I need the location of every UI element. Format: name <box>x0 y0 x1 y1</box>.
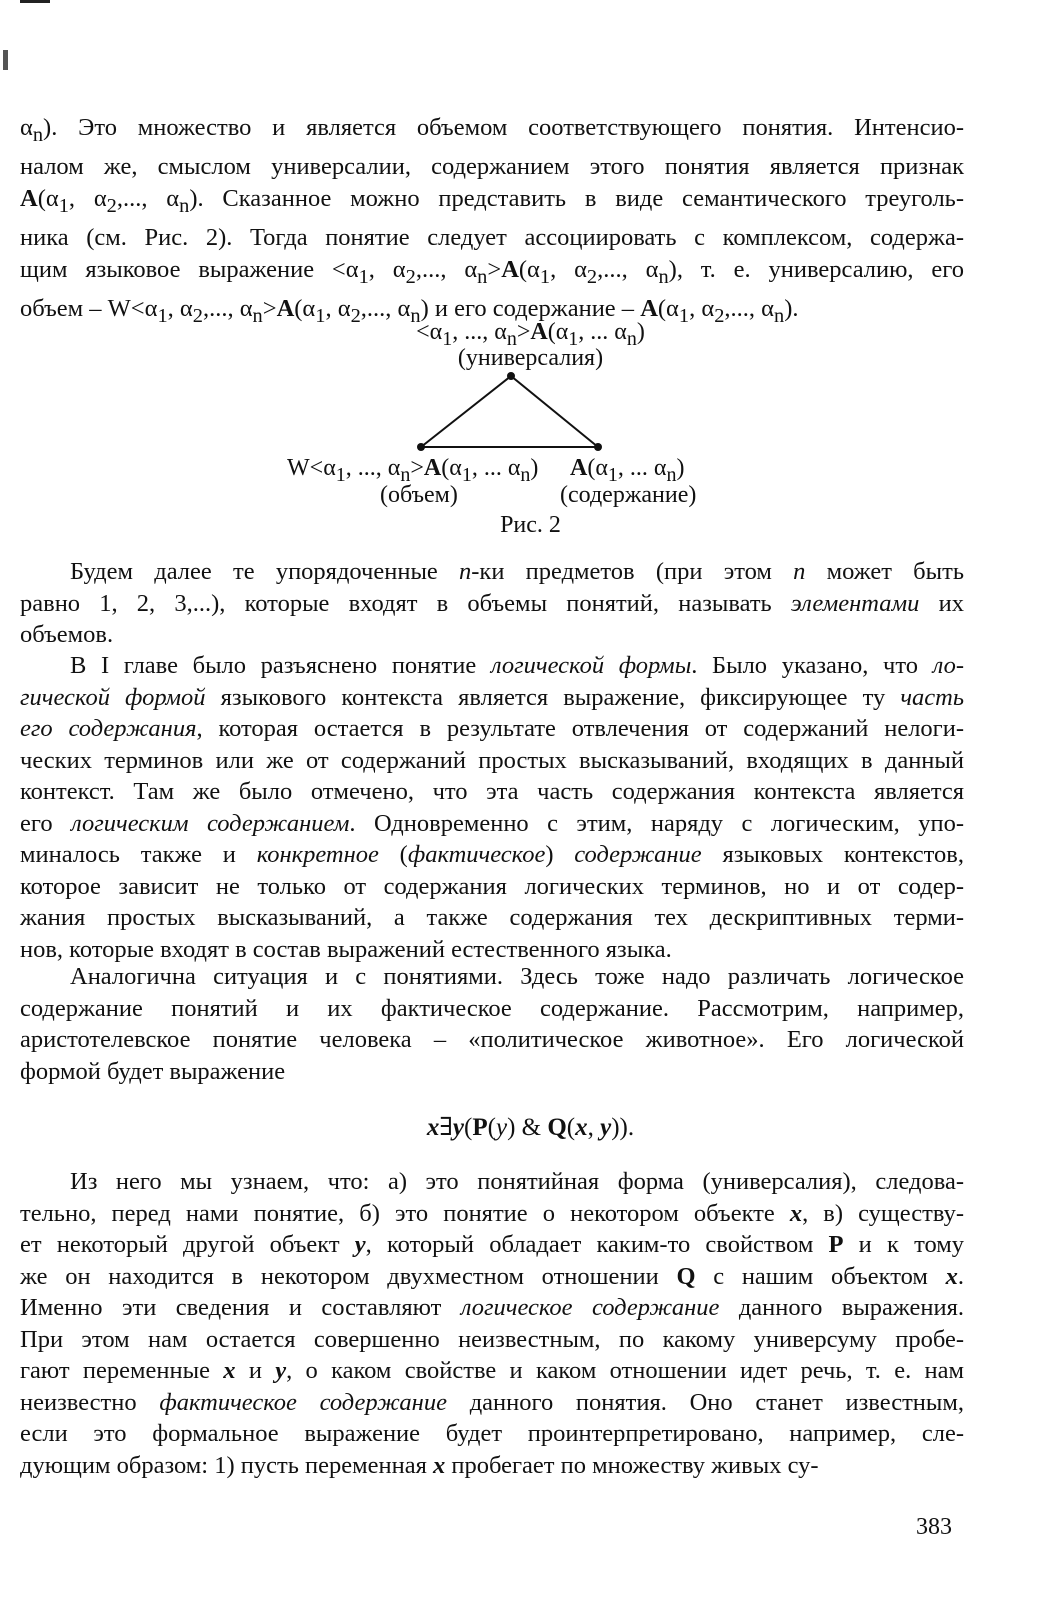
text-line: ника (см. Рис. 2). Тогда понятие следует ассоциировать с комплексом, содержа- <box>20 224 964 252</box>
triangle-vertex-top <box>507 372 515 380</box>
text-line: неизвестно фактическое содержание данного понятия. Оно станет известным, <box>20 1388 964 1416</box>
text-line: гают переменные x и y, о каком свойстве и каком отношении идет речь, т. е. нам <box>20 1357 964 1384</box>
text-line: В I главе было разъяснено понятие логической формы. Было указано, что ло- <box>70 652 965 679</box>
text-line: которое зависит не только от содержания логических терминов, но и от содер- <box>20 872 964 900</box>
text-line: Из него мы узнаем, что: а) это понятийная форма (универсалия), следова- <box>70 1168 964 1195</box>
figure-left-formula: $W<\alpha_1$, ..., $\alpha_n>A(\alpha_1$, ... $\alpha_n$) <box>287 455 539 486</box>
text-line: миналось также и конкретное (фактическое) содержание языковых контекстов, <box>20 841 964 868</box>
text-line: гической формой языкового контекста является выражение, фиксирующее ту часть <box>20 683 965 711</box>
triangle-vertex-right <box>594 443 602 451</box>
figure-left-label: (объем) <box>380 482 458 508</box>
figure-right-formula: $A(\alpha_1$, ... $\alpha_n$) <box>570 455 685 486</box>
text-line: равно 1, 2, 3,...), которые входят в объемы понятий, называть элементами их <box>20 589 964 617</box>
paragraph-3 <box>20 650 964 965</box>
text-line: дующим образом: 1) пусть переменная x пробегает по множеству живых су- <box>20 1451 819 1479</box>
text-line: его логическим содержанием. Одновременно с этим, наряду с логическим, упо- <box>20 809 964 837</box>
text-line: же он находится в некотором двухместном отношении Q с нашим объектом x. <box>20 1262 964 1290</box>
text-line: При этом нам остается совершенно неизвестным, по какому универсуму пробе- <box>20 1325 964 1353</box>
text-line: налом же, смыслом универсалии, содержанием этого понятия является признак <box>20 153 964 181</box>
text-line: $\alpha_n$). Это множество и является объемом соответствующего понятия. Интенсио- <box>20 114 964 146</box>
page-number: 383 <box>916 1514 952 1540</box>
text-line: его содержания, которая остается в результате отвлечения от содержаний нелоги- <box>20 715 964 742</box>
triangle-edge-right <box>511 376 598 447</box>
triangle-edge-left <box>421 376 511 447</box>
text-line: аристотелевское понятие человека – «политическое животное». Его логической <box>20 1026 964 1053</box>
figure-caption: Рис. 2 <box>500 512 561 538</box>
text-line: нов, которые входят в состав выражений естественного языка. <box>20 935 672 963</box>
paragraph-4 <box>20 961 964 1087</box>
text-line: тельно, перед нами понятие, б) это понятие о некотором объекте x, в) существу- <box>20 1199 964 1227</box>
text-line: если это формальное выражение будет проинтерпретировано, например, сле- <box>20 1420 964 1447</box>
figure-top-label: (универсалия) <box>457 345 604 371</box>
text-line: $A(\alpha_1$, $\alpha_2$,..., $\alpha_n$). Сказанное можно представить в виде семантического треуголь- <box>20 184 964 217</box>
triangle-vertex-left <box>417 443 425 451</box>
paragraph-5 <box>20 1166 964 1481</box>
text-line: жания простых высказываний, а также содержания тех дескриптивных терми- <box>20 904 964 931</box>
semantic-triangle <box>0 0 1061 480</box>
text-line: содержание понятий и их фактическое содержание. Рассмотрим, например, <box>20 994 964 1022</box>
text-line: Аналогична ситуация и с понятиями. Здесь тоже надо различать логическое <box>70 963 964 990</box>
text-line: ет некоторый другой объект y, который обладает каким-то свойством P и к тому <box>20 1231 964 1258</box>
concept-formula: x∃y(P(y) & Q(x, y)). <box>426 1114 635 1141</box>
text-line: ческих терминов или же от содержаний простых высказываний, входящих в данный <box>20 746 964 774</box>
text-line: Будем далее те упорядоченные n-ки предметов (при этом n может быть <box>70 558 964 585</box>
paragraph-2 <box>20 556 964 651</box>
figure-top-formula: $<\alpha_1$, ..., $\alpha_n>A(\alpha_1$, ... $\alpha_n$) <box>416 319 645 350</box>
figure-right-label: (содержание) <box>560 482 697 508</box>
text-line: формой будет выражение <box>20 1057 286 1085</box>
text-line: Именно эти сведения и составляют логическое содержание данного выражения. <box>20 1294 965 1321</box>
text-line: щим языковое выражение $<\alpha_1$, $\alpha_2$,..., $\alpha_n>A(\alpha_1$, $\alpha_2$,..., $\alpha_n$), т. е. универсалию, его <box>20 255 964 288</box>
text-line: контекст. Там же было отмечено, что эта часть содержания контекста является <box>20 778 964 805</box>
text-line: объем – $W<\alpha_1$, $\alpha_2$,..., $\alpha_n>A(\alpha_1$, $\alpha_2$,..., $\alpha_n$) и его содержание – $A(\alpha_1$, $\alpha_2$,..., $\alpha_n$). <box>20 295 799 328</box>
text-line: объемов. <box>20 621 114 648</box>
